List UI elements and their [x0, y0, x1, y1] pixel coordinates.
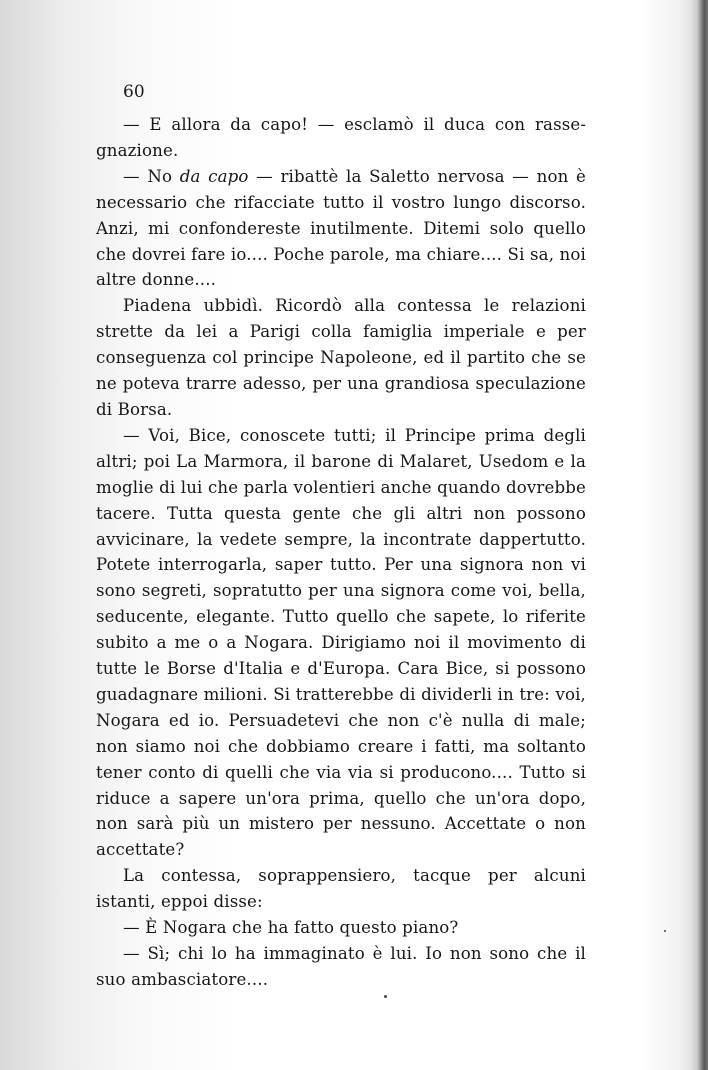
- page-number: 60: [123, 82, 145, 102]
- paragraph: [96, 112, 586, 164]
- text-run: — È Nogara che ha fatto questo piano?: [123, 918, 459, 938]
- paragraph: [96, 423, 586, 863]
- paragraph: [96, 915, 586, 941]
- paper-speck: [664, 930, 666, 932]
- text-run: — No: [123, 166, 180, 186]
- paragraph: [96, 863, 586, 915]
- text-run: — Voi, Bice, conoscete tutti; il Principe prima degli altri; poi La Marmora, il barone di Malaret, Usedom e la moglie di lui che parla volentieri anche quando dovrebbe tacere. Tutta questa gente che gli altri non possono avvicinare, la vedete sempre, la incontrate dappertutto. Potete interrogarla, saper tutto. Per una signora non vi sono segreti, sopratutto per una signora come voi, bella, seducente, elegante. Tutto quello che sapete, lo riferite subito a me o a Nogara. Dirigiamo noi il movimento di tutte le Borse d'Italia e d'Europa. Cara Bice, si possono guadagnare milioni. Si tratterebbe di dividerli in tre: voi, Nogara ed io. Persuadetevi che non c'è nulla di male; non siamo noi che dobbiamo creare i fatti, ma soltanto tener conto di quelli che via via si producono.... Tutto si riduce a sapere un'ora prima, quello che un'ora dopo, non sarà più un mistero per nessuno. Accettate o non accettate?: [96, 425, 586, 860]
- paragraph: [96, 164, 586, 294]
- text-run: La contessa, soprappensiero, tacque per alcuni istanti, eppoi disse:: [96, 866, 586, 912]
- text-run: — E allora da capo! — esclamò il duca con rassegnazione.: [96, 115, 586, 160]
- italic-text-run: da capo: [179, 166, 249, 186]
- body-text: [96, 112, 586, 993]
- text-run: — ribattè la Saletto nervosa — non è necessario che rifacciate tutto il vostro lungo discorso. Anzi, mi confondereste inutilmente. Ditemi solo quello che dovrei fare io.... Poche parole, ma chiare.... Si sa, noi altre donne....: [96, 166, 587, 290]
- paragraph: [96, 941, 586, 993]
- text-run: Piadena ubbidì. Ricordò alla contessa le relazioni strette da lei a Parigi colla famiglia imperiale e per conseguenza col principe Napoleone, ed il partito che se ne poteva trarre adesso, per una grandiosa speculazione di Borsa.: [96, 296, 586, 419]
- paper-speck: [384, 995, 387, 998]
- paragraph: [96, 293, 586, 423]
- text-run: — Sì; chi lo ha immaginato è lui. Io non sono che il suo ambasciatore....: [96, 944, 586, 989]
- page-edge-shadow: [690, 0, 708, 1070]
